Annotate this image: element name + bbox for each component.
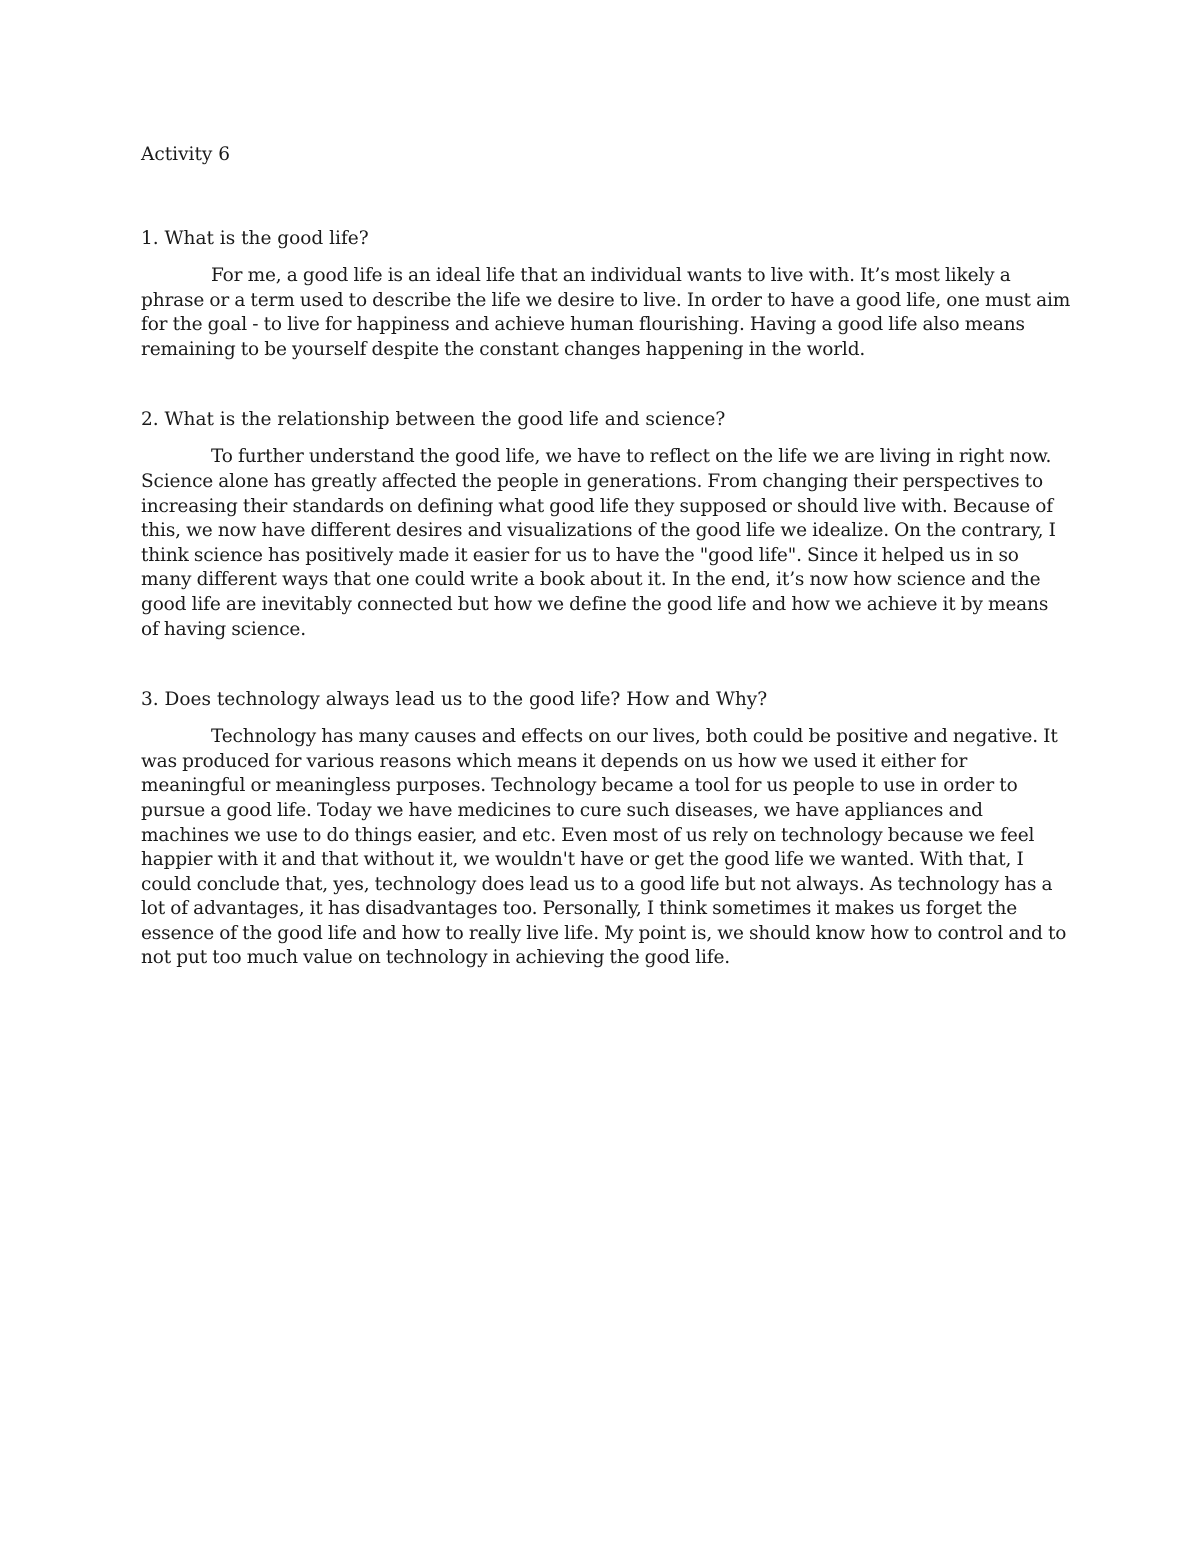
answer-1: For me, a good life is an ideal life that an individual wants to live with. It’s most likely a phrase or a term used to describe the life we desire to live. In order to have a good life, one must aim for the goal - to live for happiness and achieve human flourishing. Having a good life also means remaining to be yourself despite the constant changes happening in the world. [141, 265, 1071, 360]
qa-item [141, 227, 1071, 362]
answer-2: To further understand the good life, we have to reflect on the life we are living in right now. Science alone has greatly affected the people in generations. From changing their perspectives to increasing their standards on defining what good life they supposed or should live with. Because of this, we now have different desires and visualizations of the good life we idealize. On the contrary, I think science has positively made it easier for us to have the "good life". Since it helped us in so many different ways that one could write a book about it. In the end, it’s now how science and the good life are inevitably connected but how we define the good life and how we achieve it by means of having science. [141, 446, 1056, 640]
document-title: Activity 6 [141, 144, 230, 165]
question-2: 2. What is the relationship between the good life and science? [141, 409, 726, 431]
answer-3: Technology has many causes and effects on our lives, both could be positive and negative. It was produced for various reasons which means it depends on us how we used it either for meaningful or meaningless purposes. Technology became a tool for us people to use in order to pursue a good life. Today we have medicines to cure such diseases, we have appliances and machines we use to do things easier, and etc. Even most of us rely on technology because we feel happier with it and that without it, we wouldn't have or get the good life we wanted. With that, I could conclude that, yes, technology does lead us to a good life but not always. As technology has a lot of advantages, it has disadvantages too. Personally, I think sometimes it makes us forget the essence of the good life and how to really live life. My point is, we should know how to control and to not put too much value on technology in achieving the good life. [141, 726, 1067, 969]
document-body [141, 143, 1071, 971]
question-1: 1. What is the good life? [141, 228, 369, 249]
qa-item [141, 408, 1071, 642]
qa-item [141, 688, 1071, 971]
question-3: 3. Does technology always lead us to the good life? How and Why? [141, 689, 768, 711]
